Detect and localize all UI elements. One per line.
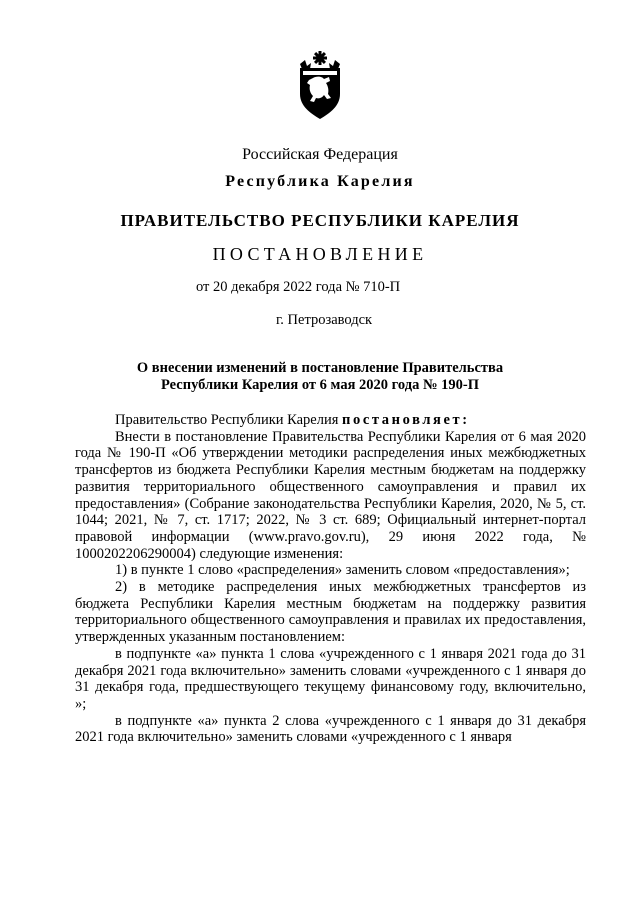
city-name: г. Петрозаводск xyxy=(276,312,373,328)
paragraph-5: в подпункте «а» пункта 2 слова «учрежденного с 1 января до 31 декабря 2021 года включительно» заменить словами «учрежденного с 1 января xyxy=(75,712,586,746)
intro-paragraph xyxy=(75,412,586,429)
intro-text: Правительство Республики Карелия xyxy=(115,412,343,428)
paragraph-3: 2) в методике распределения иных межбюджетных трансфертов из бюджета Республики Карелия местным бюджетам на поддержку развития территориального общественного самоуправления и правилах их предоставления, утвержденных указанным постановлением: xyxy=(75,579,586,646)
republic-name: Республика Карелия xyxy=(225,173,415,190)
document-title xyxy=(0,360,640,394)
document-type: ПОСТАНОВЛЕНИЕ xyxy=(212,244,428,264)
government-name: ПРАВИТЕЛЬСТВО РЕСПУБЛИКИ КАРЕЛИЯ xyxy=(120,211,520,230)
coat-of-arms-emblem xyxy=(296,50,344,120)
paragraph-2: 1) в пункте 1 слово «распределения» заменить словом «предоставления»; xyxy=(115,562,570,579)
date-and-number: от 20 декабря 2022 года № 710-П xyxy=(196,279,401,295)
paragraph-4: в подпункте «а» пункта 1 слова «учрежденного с 1 января 2021 года до 31 декабря 2021 года включительно» заменить словами «учрежденного с 1 января до 31 декабря года, предшествующего текущему финансовому году, включительно, »; xyxy=(75,645,586,712)
title-line-1: О внесении изменений в постановление Правительства xyxy=(136,360,504,376)
title-line-2: Республики Карелия от 6 мая 2020 года № 190-П xyxy=(161,377,479,393)
paragraph-1: Внести в постановление Правительства Республики Карелия от 6 мая 2020 года № 190-П «Об утверждении методики распределения иных межбюджетных трансфертов из бюджета Республики Карелия местным бюджетам на поддержку развития территориального общественного самоуправления и правил их предоставления» (Собрание законодательства Республики Карелия, 2020, № 5, ст. 1044; 2021, № 7, ст. 1717; 2022, № 3 ст. 689; Официальный интернет-портал правовой информации (www.pravo.gov.ru), 29 июня 2022 года, № 1000202206290004) следующие изменения: xyxy=(75,428,586,562)
document-body xyxy=(75,412,586,746)
country-name: Российская Федерация xyxy=(242,146,398,163)
resolves-word: постановляет: xyxy=(342,412,470,428)
